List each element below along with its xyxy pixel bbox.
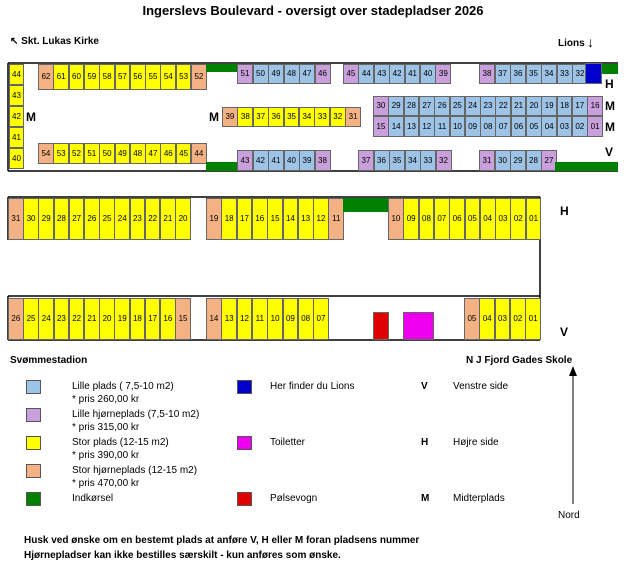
stall-v-row-d-31[interactable]: 31 [479, 150, 495, 171]
stall-top-left-col-41[interactable]: 41 [9, 127, 24, 148]
stall-v-row-a-52[interactable]: 52 [69, 143, 85, 164]
stall-top-row-d-36[interactable]: 36 [510, 64, 526, 84]
stall-v-row-b-43[interactable]: 43 [237, 150, 253, 171]
stall-right-m-1-29[interactable]: 29 [388, 96, 404, 116]
stall-h2-row-c-07[interactable]: 07 [434, 198, 450, 240]
stall-h2-row-a-25[interactable]: 25 [99, 198, 115, 240]
stall-top-row-a-62[interactable]: 62 [38, 64, 54, 90]
marker-v-bottom: V [560, 325, 569, 339]
stall-mid-row-m-39[interactable]: 39 [222, 107, 238, 127]
stall-top-row-c-41[interactable]: 41 [405, 64, 421, 84]
stall-top-row-b-49[interactable]: 49 [268, 64, 284, 84]
note-line-2: Hjørnepladser kan ikke bestilles særskilt - kun anføres som ønske. [24, 550, 341, 561]
stall-h2-row-b-17[interactable]: 17 [237, 198, 253, 240]
stall-h2-row-c-05[interactable]: 05 [465, 198, 481, 240]
stall-top-left-col-40[interactable]: 40 [9, 148, 24, 169]
stall-top-row-d-37[interactable]: 37 [495, 64, 511, 84]
stall-v-row-a-50[interactable]: 50 [99, 143, 115, 164]
stall-v2-row-b-11[interactable]: 11 [252, 298, 268, 340]
stall-right-m-2-09[interactable]: 09 [465, 116, 481, 137]
svommestadion-label: Svømmestadion [10, 355, 88, 366]
stall-v2-row-a-16[interactable]: 16 [160, 298, 176, 340]
marker-m-mid: M [209, 110, 219, 124]
stall-top-left-col-42[interactable]: 42 [9, 106, 24, 127]
stall-v2-row-a-15[interactable]: 15 [175, 298, 191, 340]
stall-v-row-b-42[interactable]: 42 [253, 150, 269, 171]
stall-v2-row-a-18[interactable]: 18 [130, 298, 146, 340]
stall-v-row-b-39[interactable]: 39 [299, 150, 315, 171]
stall-h2-row-c-10[interactable]: 10 [388, 198, 404, 240]
stall-h2-row-b-15[interactable]: 15 [267, 198, 283, 240]
stall-right-m-2-05[interactable]: 05 [526, 116, 542, 137]
stall-v-row-a-49[interactable]: 49 [115, 143, 131, 164]
stall-h2-row-c-08[interactable]: 08 [419, 198, 435, 240]
marker-v-top: V [605, 145, 614, 159]
stall-right-m-2-12[interactable]: 12 [419, 116, 435, 137]
stall-top-row-a-54[interactable]: 54 [160, 64, 176, 90]
stall-h2-row-c-06[interactable]: 06 [449, 198, 465, 240]
stall-h2-row-b-13[interactable]: 13 [298, 198, 314, 240]
stall-v2-row-b-09[interactable]: 09 [283, 298, 299, 340]
stall-v-row-d-30[interactable]: 30 [495, 150, 511, 171]
stall-top-row-d-38[interactable]: 38 [479, 64, 495, 84]
stall-top-row-d-34[interactable]: 34 [541, 64, 557, 84]
stall-top-row-d-32[interactable]: 32 [572, 64, 588, 84]
page-title: Ingerslevs Boulevard - oversigt over stadepladser 2026 [142, 3, 484, 18]
legend-label-toilet: Toiletter [270, 437, 306, 448]
legend-price-stor: * pris 390,00 kr [72, 450, 140, 461]
stall-v-row-a-47[interactable]: 47 [145, 143, 161, 164]
stall-right-m-1-16[interactable]: 16 [587, 96, 603, 116]
note-line-1: Husk ved ønske om en bestemt plads at anføre V, H eller M foran pladsens nummer [24, 535, 420, 546]
stall-v2-row-a-19[interactable]: 19 [114, 298, 130, 340]
stall-h2-row-a-22[interactable]: 22 [145, 198, 161, 240]
stall-v-row-a-51[interactable]: 51 [84, 143, 100, 164]
stall-h2-row-a-29[interactable]: 29 [38, 198, 54, 240]
legend-label-lille_hjorne: Lille hjørneplads (7,5-10 m2) [72, 409, 200, 420]
skt-lukas-text: Skt. Lukas Kirke [21, 36, 99, 47]
stall-top-row-a-58[interactable]: 58 [99, 64, 115, 90]
stall-v-row-a-54[interactable]: 54 [38, 143, 54, 164]
stall-h2-row-a-20[interactable]: 20 [175, 198, 191, 240]
stall-right-m-2-11[interactable]: 11 [434, 116, 450, 137]
stall-right-m-2-04[interactable]: 04 [541, 116, 557, 137]
stall-v-row-b-41[interactable]: 41 [268, 150, 284, 171]
stall-v2-row-c-01[interactable]: 01 [525, 298, 541, 340]
legend-key-V: V [421, 381, 428, 392]
stall-h2-row-a-27[interactable]: 27 [69, 198, 85, 240]
stall-v2-row-a-21[interactable]: 21 [84, 298, 100, 340]
stall-v-row-c-36[interactable]: 36 [374, 150, 390, 171]
stall-top-row-b-47[interactable]: 47 [299, 64, 315, 84]
stall-top-row-a-60[interactable]: 60 [69, 64, 85, 90]
stall-h2-row-c-02[interactable]: 02 [510, 198, 526, 240]
stall-top-left-col-43[interactable]: 43 [9, 85, 24, 106]
stall-mid-row-m-34[interactable]: 34 [299, 107, 315, 127]
stall-h2-row-a-23[interactable]: 23 [130, 198, 146, 240]
stall-right-m-1-17[interactable]: 17 [572, 96, 588, 116]
legend-price-lille: * pris 260,00 kr [72, 394, 140, 405]
stall-h2-row-b-16[interactable]: 16 [252, 198, 268, 240]
stall-top-row-d-33[interactable]: 33 [557, 64, 573, 84]
stall-mid-row-m-35[interactable]: 35 [284, 107, 300, 127]
legend-price-stor_hjorne: * pris 470,00 kr [72, 478, 140, 489]
stall-right-m-1-22[interactable]: 22 [495, 96, 511, 116]
legend-key-H: H [421, 437, 429, 448]
stall-mid-row-m-37[interactable]: 37 [253, 107, 269, 127]
stall-v2-row-b-10[interactable]: 10 [267, 298, 283, 340]
stall-right-m-1-23[interactable]: 23 [480, 96, 496, 116]
marker-m-right-1: M [605, 99, 615, 113]
stall-right-m-1-18[interactable]: 18 [557, 96, 573, 116]
stall-right-m-1-24[interactable]: 24 [465, 96, 481, 116]
stall-top-row-d-35[interactable]: 35 [526, 64, 542, 84]
stall-v2-row-c-05[interactable]: 05 [464, 298, 480, 340]
stall-top-row-a-57[interactable]: 57 [115, 64, 131, 90]
stall-top-row-a-61[interactable]: 61 [53, 64, 69, 90]
fjord-skole-label: N J Fjord Gades Skole [466, 355, 573, 366]
stall-right-m-2-06[interactable]: 06 [511, 116, 527, 137]
stall-right-m-2-08[interactable]: 08 [480, 116, 496, 137]
arrow-down-icon: ↓ [587, 34, 594, 50]
stall-mid-row-m-32[interactable]: 32 [330, 107, 346, 127]
stall-v2-row-c-02[interactable]: 02 [510, 298, 526, 340]
stall-h2-row-a-26[interactable]: 26 [84, 198, 100, 240]
stall-right-m-1-25[interactable]: 25 [450, 96, 466, 116]
stall-mid-row-m-36[interactable]: 36 [268, 107, 284, 127]
stall-h2-row-c-03[interactable]: 03 [495, 198, 511, 240]
legend-label-stor: Stor plads (12-15 m2) [72, 437, 169, 448]
stall-right-m-2-10[interactable]: 10 [450, 116, 466, 137]
stall-top-row-c-42[interactable]: 42 [389, 64, 405, 84]
stall-h2-row-a-24[interactable]: 24 [114, 198, 130, 240]
stall-h2-row-c-04[interactable]: 04 [480, 198, 496, 240]
stall-top-row-a-59[interactable]: 59 [84, 64, 100, 90]
stall-top-row-c-40[interactable]: 40 [420, 64, 436, 84]
stall-v-row-a-53[interactable]: 53 [53, 143, 69, 164]
stall-mid-row-m-31[interactable]: 31 [345, 107, 361, 127]
stall-v2-row-a-22[interactable]: 22 [69, 298, 85, 340]
stall-v-row-d-28[interactable]: 28 [526, 150, 542, 171]
stall-v-row-b-40[interactable]: 40 [284, 150, 300, 171]
stall-v-row-a-45[interactable]: 45 [176, 143, 192, 164]
stall-top-row-c-43[interactable]: 43 [374, 64, 390, 84]
stall-top-row-c-44[interactable]: 44 [358, 64, 374, 84]
stall-top-row-a-56[interactable]: 56 [130, 64, 146, 90]
stall-top-row-c-39[interactable]: 39 [435, 64, 451, 84]
stall-v-row-c-33[interactable]: 33 [420, 150, 436, 171]
stall-top-row-a-55[interactable]: 55 [145, 64, 161, 90]
stall-v-row-c-35[interactable]: 35 [389, 150, 405, 171]
stall-v-row-c-32[interactable]: 32 [436, 150, 452, 171]
stall-v2-row-a-26[interactable]: 26 [8, 298, 24, 340]
stall-v-row-c-37[interactable]: 37 [358, 150, 374, 171]
stall-right-m-1-20[interactable]: 20 [526, 96, 542, 116]
stall-right-m-2-13[interactable]: 13 [404, 116, 420, 137]
stall-v2-row-a-24[interactable]: 24 [38, 298, 54, 340]
legend-key-label-V: Venstre side [453, 381, 509, 392]
legend-label-stor_hjorne: Stor hjørneplads (12-15 m2) [72, 465, 198, 476]
stall-top-left-col-44[interactable]: 44 [9, 64, 24, 85]
stall-right-m-1-28[interactable]: 28 [404, 96, 420, 116]
stall-h2-row-a-31[interactable]: 31 [8, 198, 24, 240]
marker-m-right-2: M [605, 120, 615, 134]
stall-v-row-d-27[interactable]: 27 [541, 150, 557, 171]
stall-right-m-1-27[interactable]: 27 [419, 96, 435, 116]
stall-v2-row-a-20[interactable]: 20 [99, 298, 115, 340]
stall-h2-row-a-30[interactable]: 30 [23, 198, 39, 240]
stall-h2-row-a-28[interactable]: 28 [54, 198, 70, 240]
nord-label: Nord [558, 510, 580, 521]
stall-v2-row-b-08[interactable]: 08 [298, 298, 314, 340]
stall-mid-row-m-33[interactable]: 33 [314, 107, 330, 127]
stall-v2-row-b-13[interactable]: 13 [221, 298, 237, 340]
stall-right-m-2-02[interactable]: 02 [572, 116, 588, 137]
stall-right-m-2-15[interactable]: 15 [373, 116, 389, 137]
arrow-up-left-icon: ↖ [10, 36, 19, 47]
stall-right-m-2-07[interactable]: 07 [495, 116, 511, 137]
stall-v2-row-b-12[interactable]: 12 [237, 298, 253, 340]
stall-v-row-a-48[interactable]: 48 [130, 143, 146, 164]
stall-mid-row-m-38[interactable]: 38 [237, 107, 253, 127]
stall-v-row-b-38[interactable]: 38 [315, 150, 331, 171]
stall-h2-row-a-21[interactable]: 21 [160, 198, 176, 240]
stall-v-row-a-44[interactable]: 44 [191, 143, 207, 164]
stall-h2-row-b-12[interactable]: 12 [313, 198, 329, 240]
stall-right-m-1-19[interactable]: 19 [541, 96, 557, 116]
stall-top-row-b-50[interactable]: 50 [253, 64, 269, 84]
legend-key-label-H: Højre side [453, 437, 499, 448]
stall-v2-row-a-23[interactable]: 23 [54, 298, 70, 340]
stall-right-m-2-03[interactable]: 03 [557, 116, 573, 137]
marker-m-left: M [26, 110, 36, 124]
stall-v-row-a-46[interactable]: 46 [160, 143, 176, 164]
stall-v-row-d-29[interactable]: 29 [510, 150, 526, 171]
stall-top-row-b-48[interactable]: 48 [284, 64, 300, 84]
legend-label-lille: Lille plads ( 7,5-10 m2) [72, 381, 174, 392]
stall-right-m-1-26[interactable]: 26 [434, 96, 450, 116]
stall-h2-row-c-09[interactable]: 09 [403, 198, 419, 240]
legend-key-label-M: Midterplads [453, 493, 505, 504]
stall-right-m-2-01[interactable]: 01 [587, 116, 603, 137]
stall-top-row-b-46[interactable]: 46 [315, 64, 331, 84]
legend-label-lions: Her finder du Lions [270, 381, 355, 392]
stall-h2-row-b-11[interactable]: 11 [328, 198, 344, 240]
marker-h-top: H [605, 77, 614, 91]
legend-price-lille_hjorne: * pris 315,00 kr [72, 422, 140, 433]
stall-v2-row-a-17[interactable]: 17 [145, 298, 161, 340]
legend-label-polse: Pølsevogn [270, 493, 318, 504]
stall-v2-row-b-07[interactable]: 07 [313, 298, 329, 340]
stall-h2-row-b-14[interactable]: 14 [283, 198, 299, 240]
stall-h2-row-b-19[interactable]: 19 [206, 198, 222, 240]
lions-label: Lions [558, 38, 585, 49]
stall-top-row-c-45[interactable]: 45 [343, 64, 359, 84]
marker-h-mid: H [560, 204, 569, 218]
stall-h2-row-c-01[interactable]: 01 [526, 198, 542, 240]
stall-top-row-a-52[interactable]: 52 [191, 64, 207, 90]
stall-v2-row-c-03[interactable]: 03 [495, 298, 511, 340]
stall-v2-row-b-14[interactable]: 14 [206, 298, 222, 340]
stall-right-m-1-30[interactable]: 30 [373, 96, 389, 116]
stall-right-m-1-21[interactable]: 21 [511, 96, 527, 116]
stall-v2-row-c-04[interactable]: 04 [479, 298, 495, 340]
legend-label-indkorsel: Indkørsel [72, 493, 114, 504]
stall-top-row-a-53[interactable]: 53 [176, 64, 192, 90]
stall-h2-row-b-18[interactable]: 18 [221, 198, 237, 240]
legend-key-M: M [421, 493, 430, 504]
stall-top-row-b-51[interactable]: 51 [237, 64, 253, 84]
stall-v-row-c-34[interactable]: 34 [405, 150, 421, 171]
stall-v2-row-a-25[interactable]: 25 [23, 298, 39, 340]
stall-right-m-2-14[interactable]: 14 [388, 116, 404, 137]
